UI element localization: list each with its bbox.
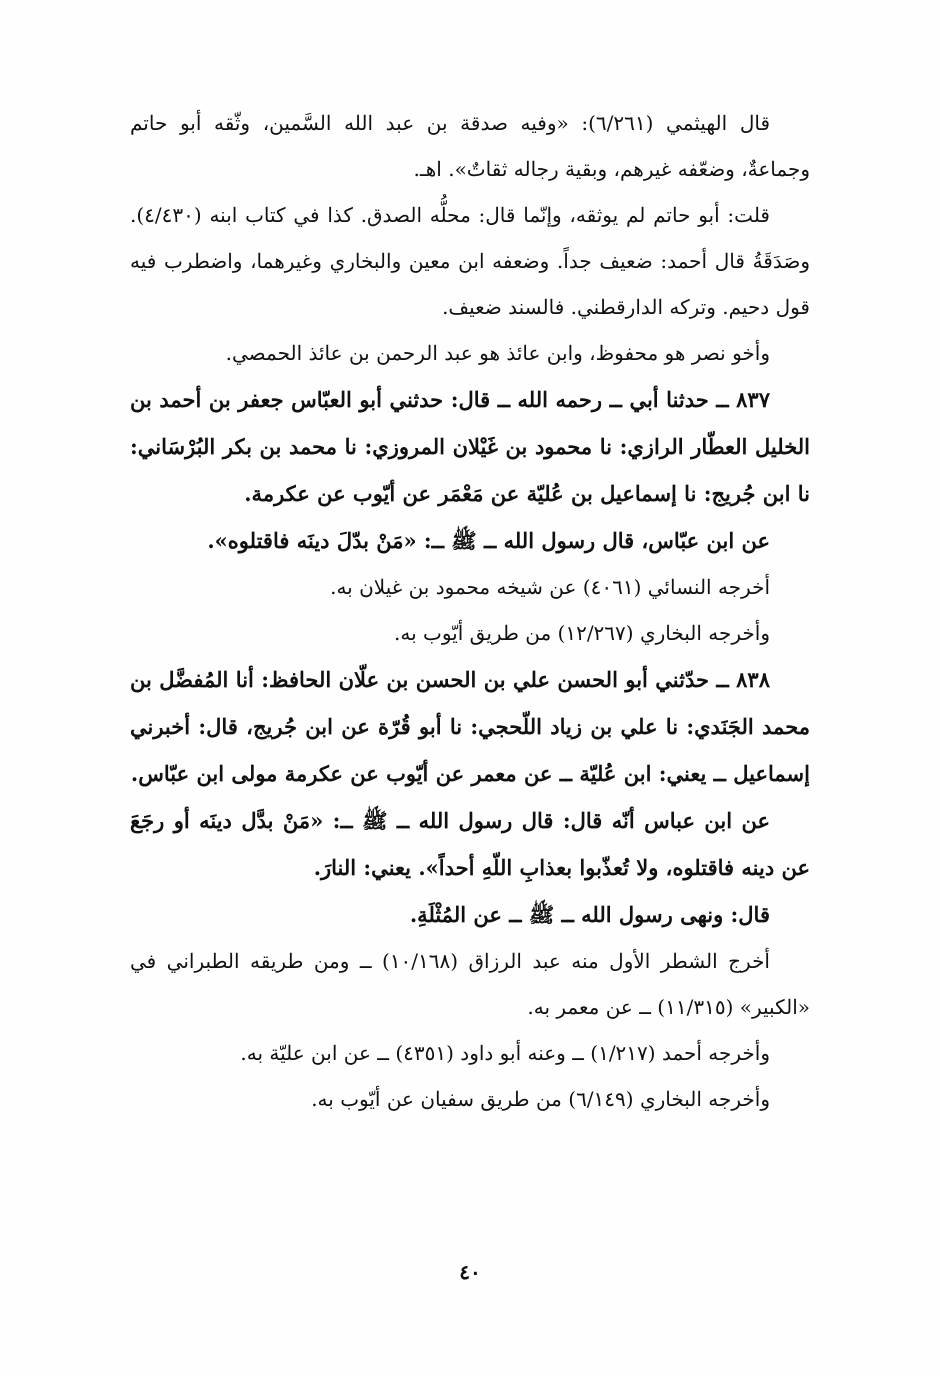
takhrij-838-bukhari: وأخرجه البخاري (٦/١٤٩) من طريق سفيان عن أيّوب به.	[311, 1087, 770, 1111]
hadith-837-isnad: ٨٣٧ ــ حدثنا أبي ــ رحمه الله ــ قال: حدثني أبو العبّاس جعفر بن أحمد بن الخليل العطّار الرازي: نا محمود بن غَيْلان المروزي: نا محمد بن بكر البُرْسَاني: نا ابن جُريج: نا إسماعيل بن عُليّة عن مَعْمَر عن أيّوب عن عكرمة.	[130, 387, 810, 506]
paragraph-narrator-note: وأخو نصر هو محفوظ، وابن عائذ هو عبد الرحمن بن عائذ الحمصي.	[225, 341, 770, 365]
takhrij-837-bukhari: وأخرجه البخاري (١٢/٢٦٧) من طريق أيّوب به.	[394, 621, 770, 645]
page-number: ٤٠	[459, 1260, 481, 1284]
takhrij-838-abdulrazzaq: أخرج الشطر الأول منه عبد الرزاق (١٠/١٦٨) ــ ومن طريقه الطبراني في «الكبير» (١١/٣١٥) ــ عن معمر به.	[130, 949, 810, 1019]
hadith-837-matn: عن ابن عبّاس، قال رسول الله ــ ﷺ ــ: «مَنْ بدّلَ دينَه فاقتلوه».	[207, 528, 770, 553]
main-text-block	[130, 100, 810, 1122]
paragraph-author-comment: قلت: أبو حاتم لم يوثقه، وإنّما قال: محلُّه الصدق. كذا في كتاب ابنه (٤/٤٣٠). وصَدَقَةُ قال أحمد: ضعيف جداً. وضعفه ابن معين والبخاري وغيرهما، واضطرب فيه قول دحيم. وتركه الدارقطني. فالسند ضعيف.	[130, 203, 810, 319]
hadith-838-isnad: ٨٣٨ ــ حدّثني أبو الحسن علي بن الحسن بن علّان الحافظ: أنا المُفضَّل بن محمد الجَنَدي: نا علي بن زياد اللّحجي: نا أبو قُرّة عن ابن جُريج، قال: أخبرني إسماعيل ــ يعني: ابن عُليّة ــ عن معمر عن أيّوب عن عكرمة مولى ابن عبّاس.	[130, 667, 810, 786]
paragraph-haythami-quote: قال الهيثمي (٦/٢٦١): «وفيه صدقة بن عبد الله السَّمين، وثّقه أبو حاتم وجماعةٌ، وضعّفه غيرهم، وبقية رجاله ثقاتٌ». اهـ.	[130, 111, 810, 181]
hadith-838-matn: عن ابن عباس أنّه قال: قال رسول الله ــ ﷺ ــ: «مَنْ بدَّل دينَه أو رجَعَ عن دينه فاقتلوه، ولا تُعذّبوا بعذابِ اللّهِ أحداً». يعني: النارَ.	[130, 808, 810, 880]
hadith-838-addition: قال: ونهى رسول الله ــ ﷺ ــ عن المُثْلَةِ.	[409, 902, 770, 927]
takhrij-838-ahmad: وأخرجه أحمد (١/٢١٧) ــ وعنه أبو داود (٤٣٥١) ــ عن ابن عليّة به.	[240, 1041, 770, 1065]
takhrij-837-nasai: أخرجه النسائي (٤٠٦١) عن شيخه محمود بن غيلان به.	[330, 575, 770, 599]
